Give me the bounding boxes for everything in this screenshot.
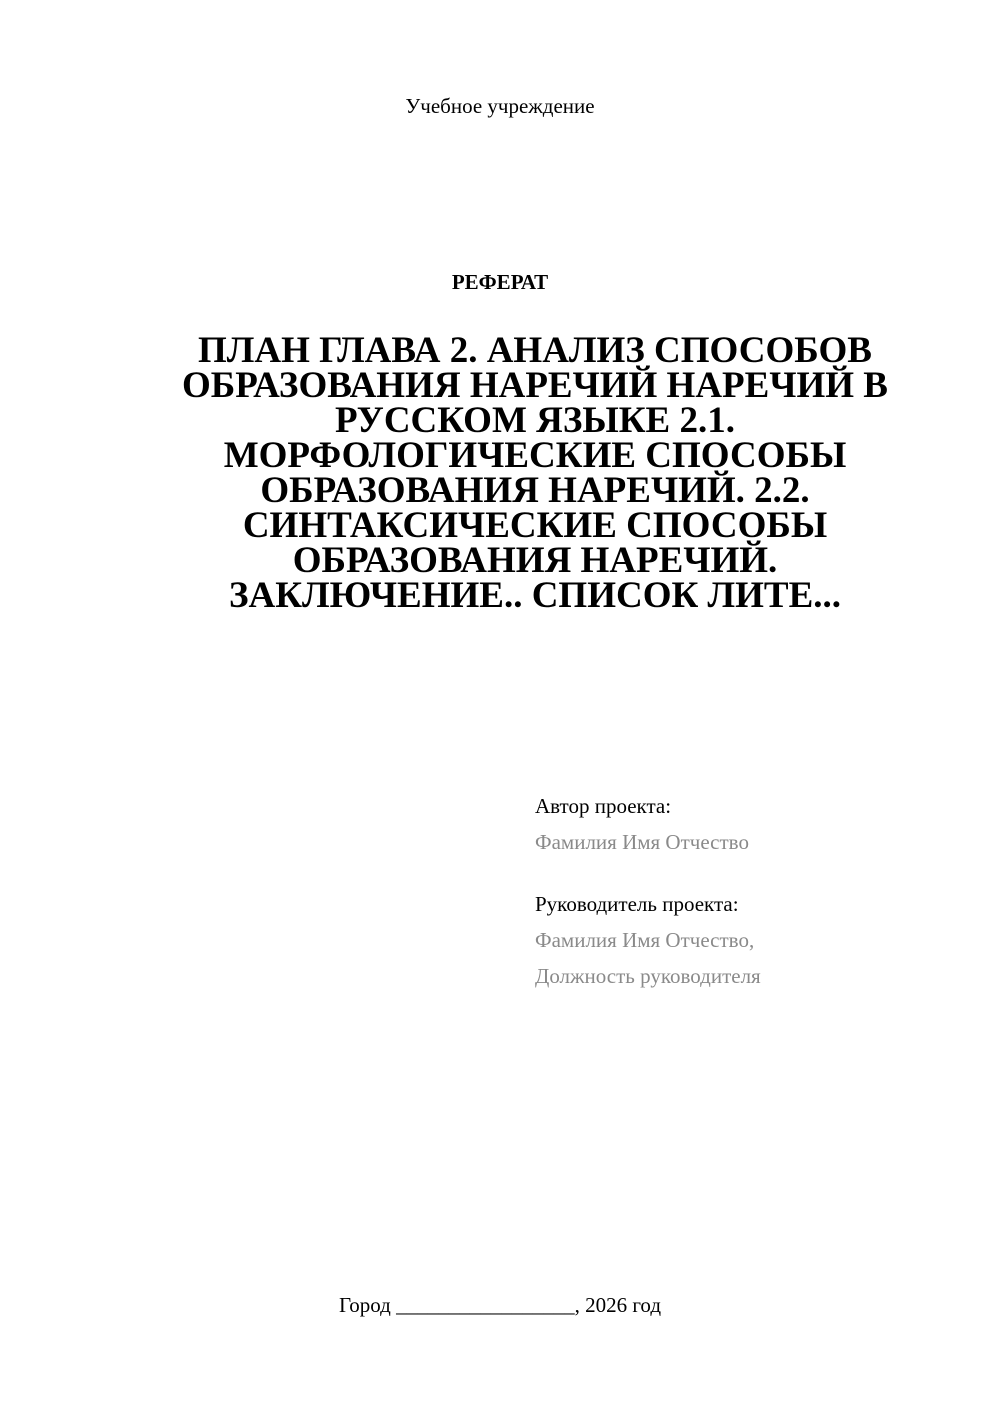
- institution-name: Учебное учреждение: [405, 94, 595, 118]
- document-title: ПЛАН ГЛАВА 2. АНАЛИЗ СПОСОБОВ ОБРАЗОВАНИЯ НАРЕЧИЙ НАРЕЧИЙ В РУССКОМ ЯЗЫКЕ 2.1. МОРФОЛОГИЧЕСКИЕ СПОСОБЫ ОБРАЗОВАНИЯ НАРЕЧИЙ. 2.2. СИНТАКСИЧЕСКИЕ СПОСОБЫ ОБРАЗОВАНИЯ НАРЕЧИЙ. ЗАКЛЮЧЕНИЕ.. СПИСОК ЛИТЕ...: [182, 330, 888, 616]
- author-name: Фамилия Имя Отчество: [535, 830, 749, 854]
- supervisor-position: Должность руководителя: [535, 964, 761, 988]
- project-people-block: [535, 788, 955, 994]
- document-type: РЕФЕРАТ: [451, 270, 549, 294]
- supervisor-label: Руководитель проекта:: [535, 892, 739, 916]
- author-label: Автор проекта:: [535, 794, 672, 818]
- supervisor-name: Фамилия Имя Отчество,: [535, 928, 755, 952]
- spacer: [535, 860, 955, 886]
- city-year-line: Город _________________, 2026 год: [338, 1293, 662, 1317]
